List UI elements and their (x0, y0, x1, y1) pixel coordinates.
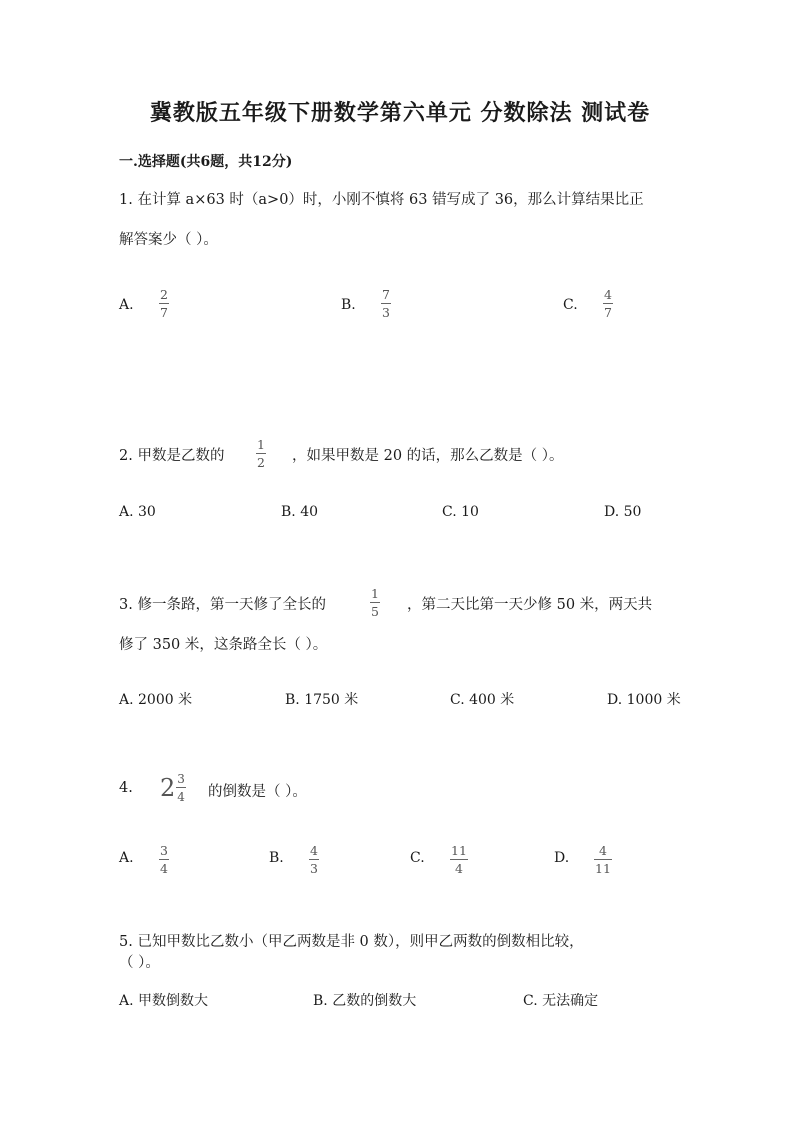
q1-option-a-label: A. (119, 297, 134, 313)
q5-option-a: A. 甲数倒数大 (119, 993, 209, 1009)
q2-option-b: B. 40 (281, 504, 319, 520)
q4-option-a-label: A. (119, 850, 134, 866)
q1-option-c-label: C. (563, 297, 578, 313)
q3-option-b: B. 1750 米 (285, 692, 359, 708)
denominator: 3 (382, 305, 390, 320)
numerator: 3 (177, 772, 185, 786)
question-3-suffix: ，第二天比第一天少修 50 米，两天共 (407, 597, 653, 613)
q2-option-d: D. 50 (604, 504, 642, 520)
numerator: 11 (451, 843, 467, 858)
numerator: 4 (604, 287, 612, 302)
numerator: 7 (382, 287, 390, 302)
denominator: 2 (257, 455, 265, 470)
question-2-suffix: ，如果甲数是 20 的话，那么乙数是（ ）。 (292, 448, 564, 464)
denominator: 11 (595, 861, 611, 876)
q1-option-b-label: B. (341, 297, 356, 313)
q2-option-a: A. 30 (119, 504, 156, 520)
question-3-prefix: 3. 修一条路，第一天修了全长的 (119, 597, 326, 613)
question-3-line-2: 修了 350 米，这条路全长（ ）。 (119, 637, 328, 653)
numerator: 4 (598, 843, 607, 858)
denominator: 7 (604, 305, 612, 320)
whole-part: 2 (160, 774, 176, 802)
denominator: 3 (310, 861, 318, 876)
q1-option-b-fraction (381, 288, 391, 320)
q2-option-c: C. 10 (442, 504, 479, 520)
numerator: 2 (160, 287, 168, 302)
section-heading: 一.选择题(共6题，共12分) (119, 154, 293, 170)
numerator: 3 (160, 843, 168, 858)
q3-option-c: C. 400 米 (450, 692, 515, 708)
q2-fraction (256, 438, 266, 470)
question-5-line-1: 5. 已知甲数比乙数小（甲乙两数是非 0 数），则甲乙两数的倒数相比较， (119, 934, 584, 950)
q4-mixed-number (160, 772, 186, 804)
q1-option-a-fraction (159, 288, 169, 320)
question-1-line-1: 1. 在计算 a×63 时（a>0）时，小刚不慎将 63 错写成了 36，那么计算结果比正 (119, 192, 644, 208)
denominator: 4 (454, 861, 463, 876)
numerator: 1 (257, 437, 265, 452)
numerator: 1 (371, 586, 379, 601)
q3-option-d: D. 1000 米 (607, 692, 681, 708)
q4-option-d-fraction (594, 844, 612, 876)
q4-option-a-fraction (159, 844, 169, 876)
q5-option-c: C. 无法确定 (523, 993, 599, 1009)
denominator: 4 (177, 790, 185, 804)
question-4-suffix: 的倒数是（ ）。 (208, 784, 307, 800)
question-1-line-2: 解答案少（ ）。 (119, 232, 218, 248)
denominator: 5 (371, 604, 379, 619)
q4-option-b-fraction (309, 844, 319, 876)
numerator: 4 (310, 843, 318, 858)
question-2-prefix: 2. 甲数是乙数的 (119, 448, 225, 464)
page-title: 冀教版五年级下册数学第六单元 分数除法 测试卷 (149, 100, 651, 126)
denominator: 7 (160, 305, 168, 320)
q5-option-b: B. 乙数的倒数大 (313, 993, 417, 1009)
q4-option-b-label: B. (269, 850, 284, 866)
question-5-line-2: （ ）。 (119, 955, 160, 971)
q1-option-c-fraction (603, 288, 613, 320)
q3-fraction (370, 587, 380, 619)
q3-option-a: A. 2000 米 (119, 692, 193, 708)
question-4-number: 4. (119, 780, 133, 796)
q4-option-d-label: D. (554, 850, 570, 866)
fraction-part (176, 772, 186, 804)
q4-option-c-fraction (450, 844, 468, 876)
q4-option-c-label: C. (410, 850, 425, 866)
denominator: 4 (160, 861, 168, 876)
